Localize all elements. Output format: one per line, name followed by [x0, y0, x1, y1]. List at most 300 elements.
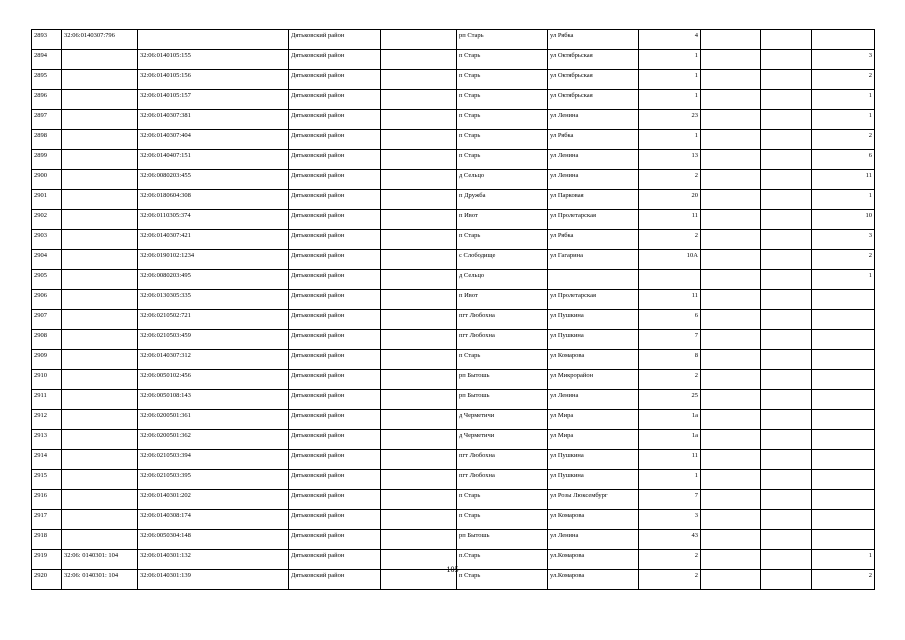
- street-cell: ул Ленина: [548, 150, 639, 170]
- empty-cell: [701, 70, 761, 90]
- apartment-number: [812, 290, 875, 310]
- cadastral-parent: [62, 330, 138, 350]
- locality-cell: пгт Любохна: [457, 450, 548, 470]
- empty-cell: [701, 530, 761, 550]
- apartment-number: [812, 30, 875, 50]
- row-number: 2906: [32, 290, 62, 310]
- locality-cell: п Старь: [457, 490, 548, 510]
- house-number: 2: [639, 230, 701, 250]
- district-cell: Дятьковский район: [289, 90, 381, 110]
- empty-cell: [381, 230, 457, 250]
- table-row: [32, 170, 875, 190]
- empty-cell: [761, 410, 812, 430]
- locality-cell: пгт Любохна: [457, 310, 548, 330]
- row-number: 2914: [32, 450, 62, 470]
- apartment-number: 11: [812, 170, 875, 190]
- apartment-number: [812, 410, 875, 430]
- empty-cell: [761, 470, 812, 490]
- locality-cell: пгт Любохна: [457, 470, 548, 490]
- locality-cell: с Слободище: [457, 250, 548, 270]
- table-row: [32, 370, 875, 390]
- row-number: 2917: [32, 510, 62, 530]
- empty-cell: [701, 170, 761, 190]
- house-number: 2: [639, 570, 701, 590]
- empty-cell: [381, 150, 457, 170]
- house-number: 11: [639, 450, 701, 470]
- empty-cell: [761, 150, 812, 170]
- table-row: [32, 470, 875, 490]
- district-cell: Дятьковский район: [289, 510, 381, 530]
- street-cell: ул Мира: [548, 410, 639, 430]
- row-number: 2896: [32, 90, 62, 110]
- empty-cell: [381, 130, 457, 150]
- empty-cell: [701, 390, 761, 410]
- apartment-number: 1: [812, 90, 875, 110]
- row-number: 2919: [32, 550, 62, 570]
- district-cell: Дятьковский район: [289, 130, 381, 150]
- row-number: 2912: [32, 410, 62, 430]
- apartment-number: [812, 310, 875, 330]
- house-number: 2: [639, 170, 701, 190]
- district-cell: Дятьковский район: [289, 330, 381, 350]
- empty-cell: [381, 210, 457, 230]
- empty-cell: [381, 430, 457, 450]
- row-number: 2897: [32, 110, 62, 130]
- table-row: [32, 270, 875, 290]
- district-cell: Дятьковский район: [289, 230, 381, 250]
- district-cell: Дятьковский район: [289, 250, 381, 270]
- row-number: 2907: [32, 310, 62, 330]
- empty-cell: [761, 270, 812, 290]
- street-cell: ул Мира: [548, 430, 639, 450]
- street-cell: ул Рябка: [548, 230, 639, 250]
- street-cell: ул Рябка: [548, 130, 639, 150]
- apartment-number: 6: [812, 150, 875, 170]
- house-number: 13: [639, 150, 701, 170]
- cadastral-parent: [62, 190, 138, 210]
- table-row: [32, 310, 875, 330]
- cadastral-parent: [62, 530, 138, 550]
- apartment-number: [812, 350, 875, 370]
- district-cell: Дятьковский район: [289, 70, 381, 90]
- row-number: 2909: [32, 350, 62, 370]
- empty-cell: [761, 250, 812, 270]
- house-number: 7: [639, 490, 701, 510]
- empty-cell: [761, 450, 812, 470]
- empty-cell: [761, 170, 812, 190]
- row-number: 2905: [32, 270, 62, 290]
- locality-cell: д Черметичи: [457, 430, 548, 450]
- street-cell: ул Пушкина: [548, 330, 639, 350]
- cadastral-number: 32:06:0140308:174: [138, 510, 289, 530]
- street-cell: ул Ленина: [548, 110, 639, 130]
- empty-cell: [701, 150, 761, 170]
- apartment-number: 2: [812, 70, 875, 90]
- empty-cell: [761, 110, 812, 130]
- house-number: 6: [639, 310, 701, 330]
- apartment-number: [812, 430, 875, 450]
- empty-cell: [701, 370, 761, 390]
- empty-cell: [761, 350, 812, 370]
- table-row: [32, 350, 875, 370]
- apartment-number: 10: [812, 210, 875, 230]
- table-row: [32, 70, 875, 90]
- row-number: 2902: [32, 210, 62, 230]
- empty-cell: [761, 210, 812, 230]
- empty-cell: [761, 510, 812, 530]
- empty-cell: [701, 270, 761, 290]
- cadastral-parent: 32:06: 0140301: 104: [62, 570, 138, 590]
- apartment-number: 1: [812, 550, 875, 570]
- table-row: [32, 190, 875, 210]
- empty-cell: [701, 210, 761, 230]
- empty-cell: [381, 270, 457, 290]
- locality-cell: п Ивот: [457, 290, 548, 310]
- cadastral-parent: [62, 250, 138, 270]
- district-cell: Дятьковский район: [289, 350, 381, 370]
- table-row: [32, 130, 875, 150]
- apartment-number: 1: [812, 110, 875, 130]
- table-row: [32, 250, 875, 270]
- empty-cell: [761, 290, 812, 310]
- locality-cell: д Черметичи: [457, 410, 548, 430]
- empty-cell: [701, 110, 761, 130]
- cadastral-parent: 32:06:0140307:796: [62, 30, 138, 50]
- apartment-number: 2: [812, 570, 875, 590]
- house-number: 2: [639, 370, 701, 390]
- empty-cell: [701, 310, 761, 330]
- district-cell: Дятьковский район: [289, 530, 381, 550]
- table-row: [32, 150, 875, 170]
- locality-cell: п.Старь: [457, 550, 548, 570]
- locality-cell: рп Бытошь: [457, 370, 548, 390]
- house-number: 7: [639, 330, 701, 350]
- locality-cell: п Старь: [457, 90, 548, 110]
- cadastral-number: 32:06:0140307:421: [138, 230, 289, 250]
- street-cell: ул Пушкина: [548, 450, 639, 470]
- cadastral-number: 32:06:0210503:394: [138, 450, 289, 470]
- locality-cell: рп Старь: [457, 30, 548, 50]
- cadastral-number: 32:06:0110305:374: [138, 210, 289, 230]
- empty-cell: [381, 50, 457, 70]
- district-cell: Дятьковский район: [289, 190, 381, 210]
- empty-cell: [381, 450, 457, 470]
- cadastral-number: 32:06:0140105:156: [138, 70, 289, 90]
- apartment-number: 3: [812, 50, 875, 70]
- district-cell: Дятьковский район: [289, 550, 381, 570]
- cadastral-number: 32:06:0210503:395: [138, 470, 289, 490]
- empty-cell: [381, 170, 457, 190]
- cadastral-number: 32:06:0140407:151: [138, 150, 289, 170]
- house-number: 11: [639, 290, 701, 310]
- cadastral-parent: [62, 310, 138, 330]
- house-number: 8: [639, 350, 701, 370]
- apartment-number: [812, 530, 875, 550]
- apartment-number: 1: [812, 270, 875, 290]
- district-cell: Дятьковский район: [289, 30, 381, 50]
- table-row: [32, 30, 875, 50]
- empty-cell: [381, 250, 457, 270]
- table-body: [32, 30, 875, 590]
- street-cell: ул Гагарина: [548, 250, 639, 270]
- row-number: 2903: [32, 230, 62, 250]
- cadastral-number: 32:06:0050108:143: [138, 390, 289, 410]
- cadastral-parent: [62, 50, 138, 70]
- row-number: 2900: [32, 170, 62, 190]
- empty-cell: [701, 350, 761, 370]
- empty-cell: [701, 430, 761, 450]
- row-number: 2901: [32, 190, 62, 210]
- empty-cell: [761, 90, 812, 110]
- district-cell: Дятьковский район: [289, 270, 381, 290]
- empty-cell: [761, 490, 812, 510]
- table-row: [32, 90, 875, 110]
- street-cell: ул.Комарова: [548, 550, 639, 570]
- empty-cell: [381, 70, 457, 90]
- cadastral-parent: [62, 70, 138, 90]
- cadastral-number: 32:06:0140307:312: [138, 350, 289, 370]
- table-row: [32, 330, 875, 350]
- table-row: [32, 390, 875, 410]
- street-cell: ул.Комарова: [548, 570, 639, 590]
- empty-cell: [701, 490, 761, 510]
- cadastral-number: 32:06:0140307:404: [138, 130, 289, 150]
- table-row: [32, 110, 875, 130]
- empty-cell: [761, 70, 812, 90]
- empty-cell: [701, 30, 761, 50]
- empty-cell: [701, 330, 761, 350]
- cadastral-number: 32:06:0200501:361: [138, 410, 289, 430]
- cadastral-parent: [62, 370, 138, 390]
- empty-cell: [701, 230, 761, 250]
- empty-cell: [381, 350, 457, 370]
- district-cell: Дятьковский район: [289, 490, 381, 510]
- empty-cell: [381, 330, 457, 350]
- row-number: 2899: [32, 150, 62, 170]
- district-cell: Дятьковский район: [289, 150, 381, 170]
- row-number: 2898: [32, 130, 62, 150]
- empty-cell: [701, 250, 761, 270]
- street-cell: ул Рябка: [548, 30, 639, 50]
- table-row: [32, 230, 875, 250]
- cadastral-parent: [62, 410, 138, 430]
- street-cell: ул Ленина: [548, 530, 639, 550]
- cadastral-number: 32:06:0130305:335: [138, 290, 289, 310]
- locality-cell: п Старь: [457, 510, 548, 530]
- cadastral-parent: [62, 270, 138, 290]
- house-number: 1: [639, 90, 701, 110]
- cadastral-parent: [62, 210, 138, 230]
- house-number: 1: [639, 50, 701, 70]
- row-number: 2915: [32, 470, 62, 490]
- apartment-number: [812, 390, 875, 410]
- apartment-number: [812, 450, 875, 470]
- street-cell: ул Парковая: [548, 190, 639, 210]
- street-cell: ул Ленина: [548, 170, 639, 190]
- house-number: 25: [639, 390, 701, 410]
- empty-cell: [381, 490, 457, 510]
- apartment-number: [812, 370, 875, 390]
- apartment-number: [812, 510, 875, 530]
- empty-cell: [701, 90, 761, 110]
- house-number: 1: [639, 470, 701, 490]
- cadastral-number: 32:06:0140301:139: [138, 570, 289, 590]
- street-cell: ул Пушкина: [548, 470, 639, 490]
- row-number: 2913: [32, 430, 62, 450]
- empty-cell: [761, 50, 812, 70]
- cadastral-number: 32:06:0140301:132: [138, 550, 289, 570]
- empty-cell: [381, 110, 457, 130]
- row-number: 2920: [32, 570, 62, 590]
- empty-cell: [761, 130, 812, 150]
- cadastral-parent: [62, 230, 138, 250]
- empty-cell: [381, 190, 457, 210]
- empty-cell: [761, 230, 812, 250]
- locality-cell: п Старь: [457, 350, 548, 370]
- cadastral-number: 32:06:0200501:362: [138, 430, 289, 450]
- row-number: 2918: [32, 530, 62, 550]
- cadastral-number: 32:06:0050102:456: [138, 370, 289, 390]
- locality-cell: д Сельцо: [457, 170, 548, 190]
- table-row: [32, 290, 875, 310]
- table-row: [32, 450, 875, 470]
- empty-cell: [701, 510, 761, 530]
- apartment-number: [812, 330, 875, 350]
- street-cell: [548, 270, 639, 290]
- row-number: 2904: [32, 250, 62, 270]
- house-number: 2: [639, 550, 701, 570]
- empty-cell: [761, 430, 812, 450]
- house-number: 1а: [639, 410, 701, 430]
- cadastral-parent: [62, 170, 138, 190]
- street-cell: ул Пушкина: [548, 310, 639, 330]
- empty-cell: [761, 530, 812, 550]
- apartment-number: 1: [812, 190, 875, 210]
- district-cell: Дятьковский район: [289, 170, 381, 190]
- table-row: [32, 410, 875, 430]
- row-number: 2894: [32, 50, 62, 70]
- apartment-number: [812, 470, 875, 490]
- row-number: 2911: [32, 390, 62, 410]
- cadastral-number: 32:06:0140307:381: [138, 110, 289, 130]
- table-row: [32, 490, 875, 510]
- cadastral-number: 32:06:0180604:308: [138, 190, 289, 210]
- cadastral-parent: [62, 90, 138, 110]
- empty-cell: [761, 310, 812, 330]
- cadastral-parent: [62, 350, 138, 370]
- row-number: 2916: [32, 490, 62, 510]
- cadastral-parent: [62, 450, 138, 470]
- district-cell: Дятьковский район: [289, 110, 381, 130]
- cadastral-number: [138, 30, 289, 50]
- cadastral-number: 32:06:0140105:155: [138, 50, 289, 70]
- empty-cell: [761, 190, 812, 210]
- cadastral-parent: [62, 490, 138, 510]
- empty-cell: [381, 510, 457, 530]
- empty-cell: [761, 370, 812, 390]
- cadastral-number: 32:06:0210502:721: [138, 310, 289, 330]
- apartment-number: 3: [812, 230, 875, 250]
- cadastral-number: 32:06:0210503:459: [138, 330, 289, 350]
- locality-cell: рп Бытошь: [457, 530, 548, 550]
- locality-cell: п Ивот: [457, 210, 548, 230]
- house-number: 1а: [639, 430, 701, 450]
- cadastral-number: 32:06:0140105:157: [138, 90, 289, 110]
- empty-cell: [701, 130, 761, 150]
- house-number: 11: [639, 210, 701, 230]
- house-number: 23: [639, 110, 701, 130]
- locality-cell: п Старь: [457, 570, 548, 590]
- row-number: 2895: [32, 70, 62, 90]
- row-number: 2908: [32, 330, 62, 350]
- empty-cell: [381, 290, 457, 310]
- cadastral-number: 32:06:0140301:202: [138, 490, 289, 510]
- locality-cell: п Старь: [457, 110, 548, 130]
- empty-cell: [701, 290, 761, 310]
- district-cell: Дятьковский район: [289, 430, 381, 450]
- street-cell: ул Октябрьская: [548, 50, 639, 70]
- row-number: 2910: [32, 370, 62, 390]
- page-number: 105: [446, 565, 459, 574]
- locality-cell: д Сельцо: [457, 270, 548, 290]
- empty-cell: [701, 470, 761, 490]
- street-cell: ул Ленина: [548, 390, 639, 410]
- district-cell: Дятьковский район: [289, 450, 381, 470]
- empty-cell: [701, 410, 761, 430]
- table-row: [32, 530, 875, 550]
- locality-cell: п Старь: [457, 230, 548, 250]
- cadastral-parent: [62, 430, 138, 450]
- district-cell: Дятьковский район: [289, 310, 381, 330]
- district-cell: Дятьковский район: [289, 410, 381, 430]
- empty-cell: [381, 30, 457, 50]
- locality-cell: п Старь: [457, 70, 548, 90]
- empty-cell: [381, 310, 457, 330]
- street-cell: ул Пролетарская: [548, 290, 639, 310]
- locality-cell: п Дружба: [457, 190, 548, 210]
- locality-cell: п Старь: [457, 50, 548, 70]
- apartment-number: 2: [812, 130, 875, 150]
- cadastral-number: 32:06:0080203:455: [138, 170, 289, 190]
- house-number: 43: [639, 530, 701, 550]
- apartment-number: [812, 490, 875, 510]
- locality-cell: пгт Любохна: [457, 330, 548, 350]
- street-cell: ул Комарова: [548, 350, 639, 370]
- cadastral-parent: [62, 150, 138, 170]
- empty-cell: [381, 470, 457, 490]
- table-row: [32, 510, 875, 530]
- empty-cell: [701, 50, 761, 70]
- district-cell: Дятьковский район: [289, 50, 381, 70]
- street-cell: ул Октябрьская: [548, 70, 639, 90]
- row-number: 2893: [32, 30, 62, 50]
- empty-cell: [701, 450, 761, 470]
- street-cell: ул Октябрьская: [548, 90, 639, 110]
- empty-cell: [701, 190, 761, 210]
- district-cell: Дятьковский район: [289, 290, 381, 310]
- apartment-number: 2: [812, 250, 875, 270]
- house-number: 20: [639, 190, 701, 210]
- cadastral-parent: [62, 470, 138, 490]
- empty-cell: [381, 530, 457, 550]
- cadastral-parent: [62, 290, 138, 310]
- empty-cell: [761, 30, 812, 50]
- cadastral-number: 32:06:0190102:1234: [138, 250, 289, 270]
- cadastral-parent: [62, 130, 138, 150]
- house-number: 1: [639, 130, 701, 150]
- empty-cell: [381, 410, 457, 430]
- district-cell: Дятьковский район: [289, 370, 381, 390]
